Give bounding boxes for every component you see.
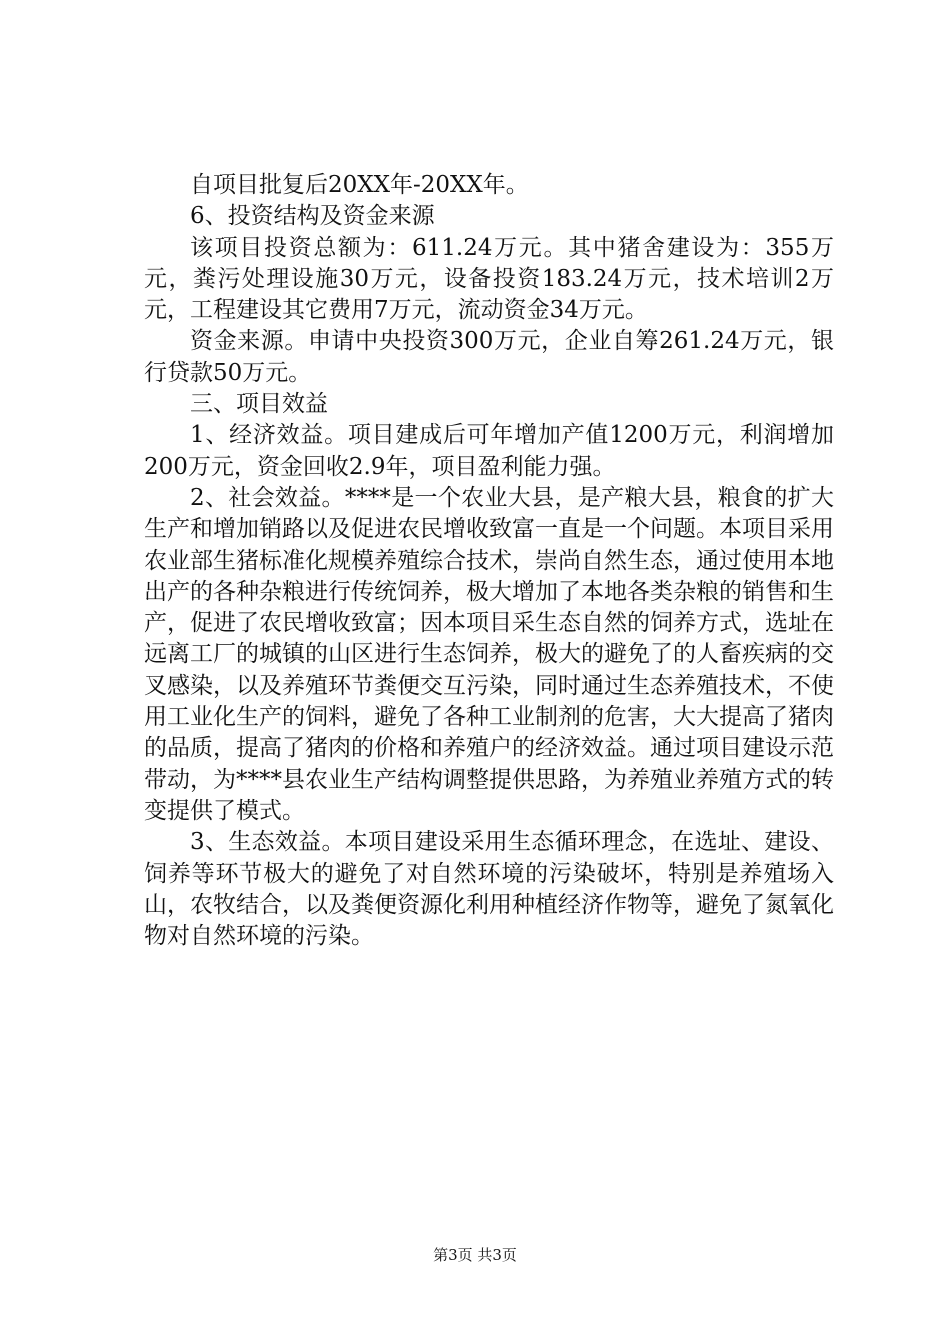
paragraph-economic-benefit: 1、经济效益。项目建成后可年增加产值1200万元，利润增加200万元，资金回收2.9年，项目盈利能力强。	[144, 422, 834, 480]
paragraph-investment-total: 该项目投资总额为：611.24万元。其中猪舍建设为：355万元，粪污处理设施30万元，设备投资183.24万元，技术培训2万元，工程建设其它费用7万元，流动资金34万元。	[144, 234, 834, 324]
paragraph-project-period: 自项目批复后20XX年-20XX年。	[190, 172, 529, 198]
page-footer: 第3页 共3页	[433, 1246, 517, 1264]
document-body	[144, 170, 834, 952]
paragraph-social-benefit: 2、社会效益。****是一个农业大县，是产粮大县，粮食的扩大生产和增加销路以及促进农民增收致富一直是一个问题。本项目采用农业部生猪标准化规模养殖综合技术，崇尚自然生态，通过使用本地出产的各种杂粮进行传统饲养，极大增加了本地各类杂粮的销售和生产，促进了农民增收致富；因本项目采生态自然的饲养方式，选址在远离工厂的城镇的山区进行生态饲养，极大的避免了的人畜疾病的交叉感染，以及养殖环节粪便交互污染，同时通过生态养殖技术，不使用工业化生产的饲料，避免了各种工业制剂的危害，大大提高了猪肉的品质，提高了猪肉的价格和养殖户的经济效益。通过项目建设示范带动，为****县农业生产结构调整提供思路，为养殖业养殖方式的转变提供了模式。	[144, 484, 834, 824]
paragraph-funding-source: 资金来源。申请中央投资300万元，企业自筹261.24万元，银行贷款50万元。	[144, 328, 834, 386]
paragraph-ecological-benefit: 3、生态效益。本项目建设采用生态循环理念，在选址、建设、饲养等环节极大的避免了对自然环境的污染破坏，特别是养殖场入山，农牧结合，以及粪便资源化利用种植经济作物等，避免了氮氧化物对自然环境的污染。	[144, 829, 834, 950]
heading-project-benefits: 三、项目效益	[190, 391, 328, 418]
heading-investment-structure: 6、投资结构及资金来源	[190, 203, 435, 230]
